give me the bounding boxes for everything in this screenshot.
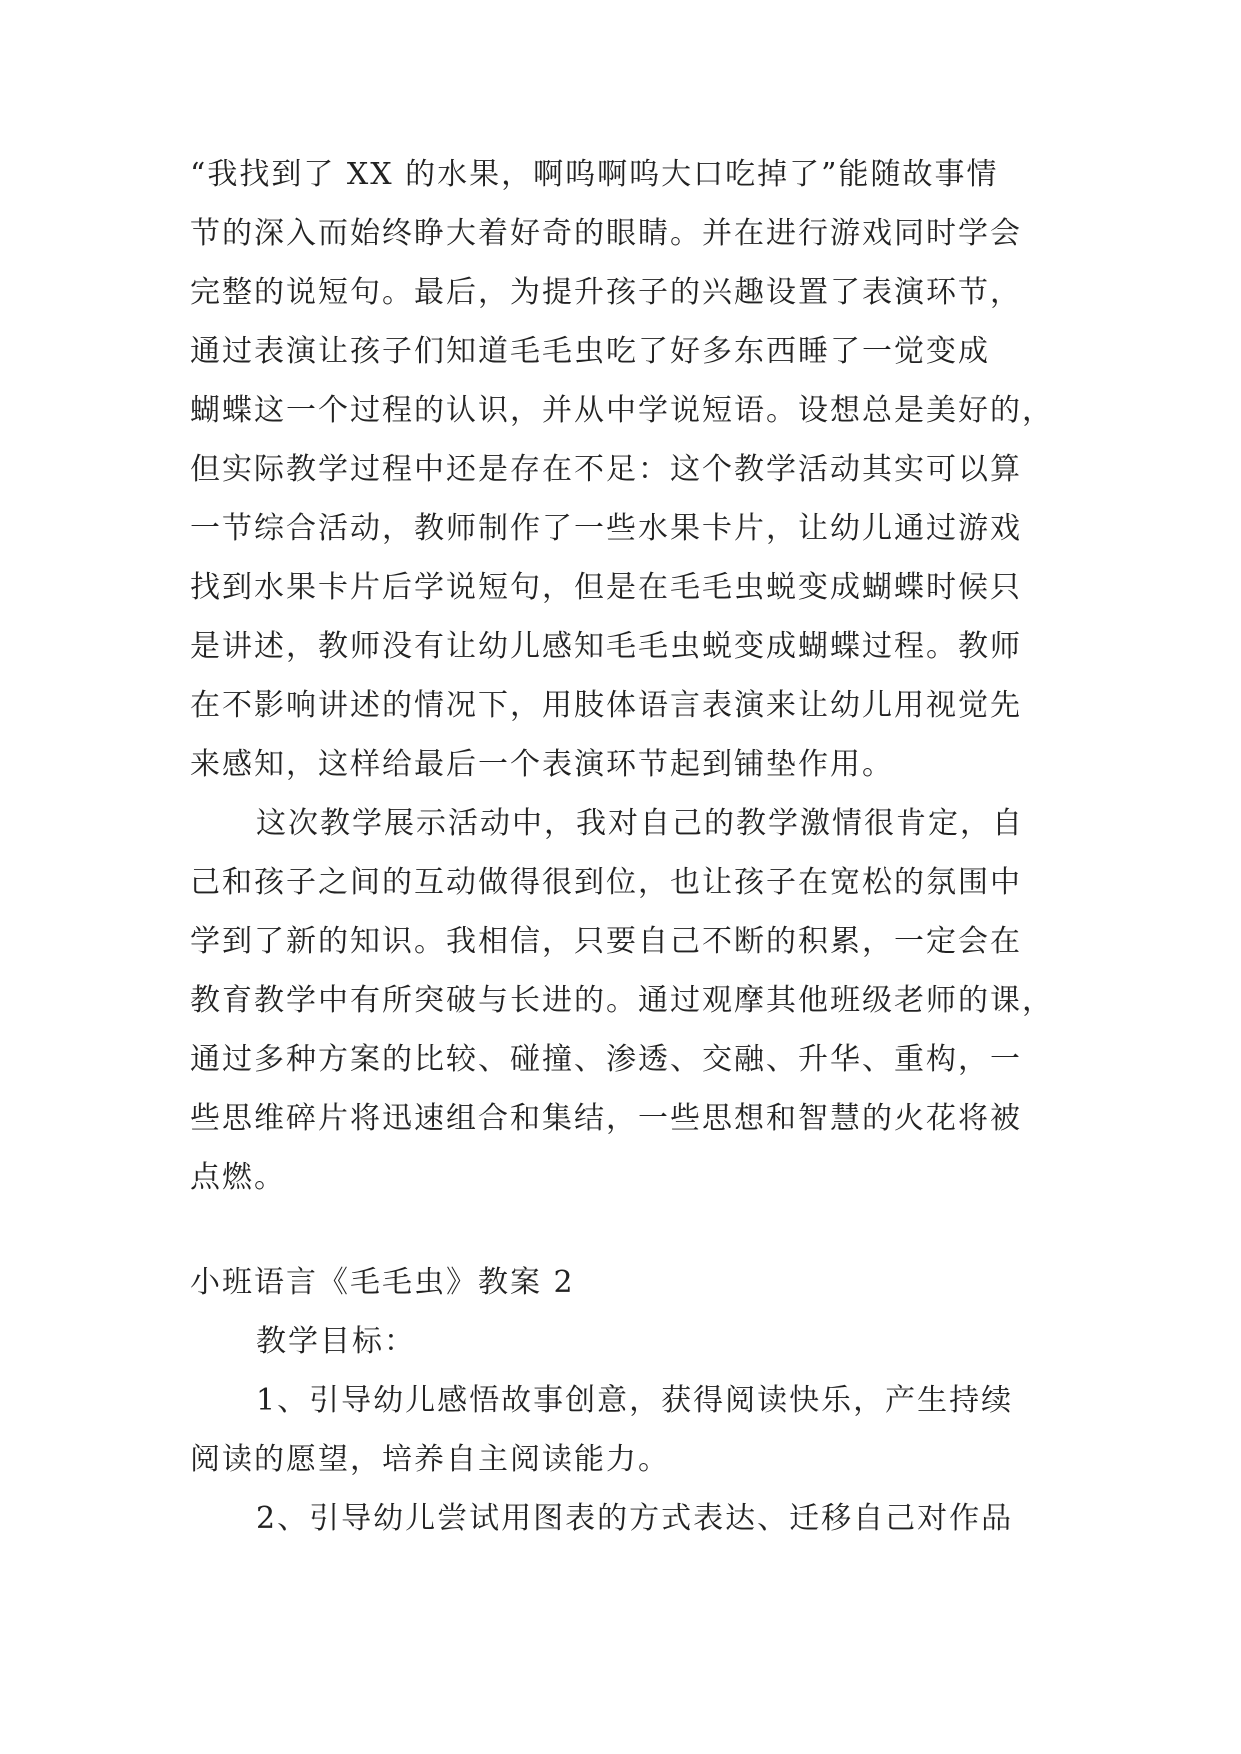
text-line: 通过多种方案的比较、碰撞、渗透、交融、升华、重构，一 [190, 1042, 1022, 1077]
text-line: 一节综合活动，教师制作了一些水果卡片，让幼儿通过游戏 [190, 511, 1022, 546]
text-line: 阅读的愿望，培养自主阅读能力。 [190, 1442, 670, 1477]
text-line: 己和孩子之间的互动做得很到位，也让孩子在宽松的氛围中 [190, 865, 1022, 900]
text-line: 找到水果卡片后学说短句，但是在毛毛虫蜕变成蝴蝶时候只 [190, 570, 1022, 605]
paragraph-1 [190, 145, 1060, 794]
text-line: 些思维碎片将迅速组合和集结，一些思想和智慧的火花将被 [190, 1101, 1022, 1136]
goals-heading: 教学目标： [256, 1324, 416, 1359]
text-line: 蝴蝶这一个过程的认识，并从中学说短语。设想总是美好的， [190, 393, 1054, 428]
text-line: 节的深入而始终睁大着好奇的眼睛。并在进行游戏同时学会 [190, 216, 1022, 251]
text-line: 教育教学中有所突破与长进的。通过观摩其他班级老师的课， [190, 983, 1054, 1018]
goal-2 [190, 1489, 1060, 1548]
paragraph-2 [190, 794, 1060, 1207]
text-line: 是讲述，教师没有让幼儿感知毛毛虫蜕变成蝴蝶过程。教师 [190, 629, 1022, 664]
goals-heading-block [190, 1312, 1060, 1371]
text-line: 在不影响讲述的情况下，用肢体语言表演来让幼儿用视觉先 [190, 688, 1022, 723]
text-line: “我找到了 XX 的水果，啊呜啊呜大口吃掉了”能随故事情 [190, 157, 999, 192]
text-line: 但实际教学过程中还是存在不足：这个教学活动其实可以算 [190, 452, 1022, 487]
text-line: 完整的说短句。最后，为提升孩子的兴趣设置了表演环节， [190, 275, 1022, 310]
section-title-block [190, 1253, 1060, 1312]
text-line: 2、引导幼儿尝试用图表的方式表达、迁移自己对作品 [256, 1501, 1014, 1536]
text-line: 点燃。 [190, 1160, 286, 1195]
text-line: 这次教学展示活动中，我对自己的教学激情很肯定，自 [256, 806, 1024, 841]
section-title: 小班语言《毛毛虫》教案 2 [190, 1265, 575, 1300]
text-line: 1、引导幼儿感悟故事创意，获得阅读快乐，产生持续 [256, 1383, 1014, 1418]
text-line: 学到了新的知识。我相信，只要自己不断的积累，一定会在 [190, 924, 1022, 959]
text-line: 通过表演让孩子们知道毛毛虫吃了好多东西睡了一觉变成 [190, 334, 990, 369]
goal-1 [190, 1371, 1060, 1489]
text-line: 来感知，这样给最后一个表演环节起到铺垫作用。 [190, 747, 894, 782]
